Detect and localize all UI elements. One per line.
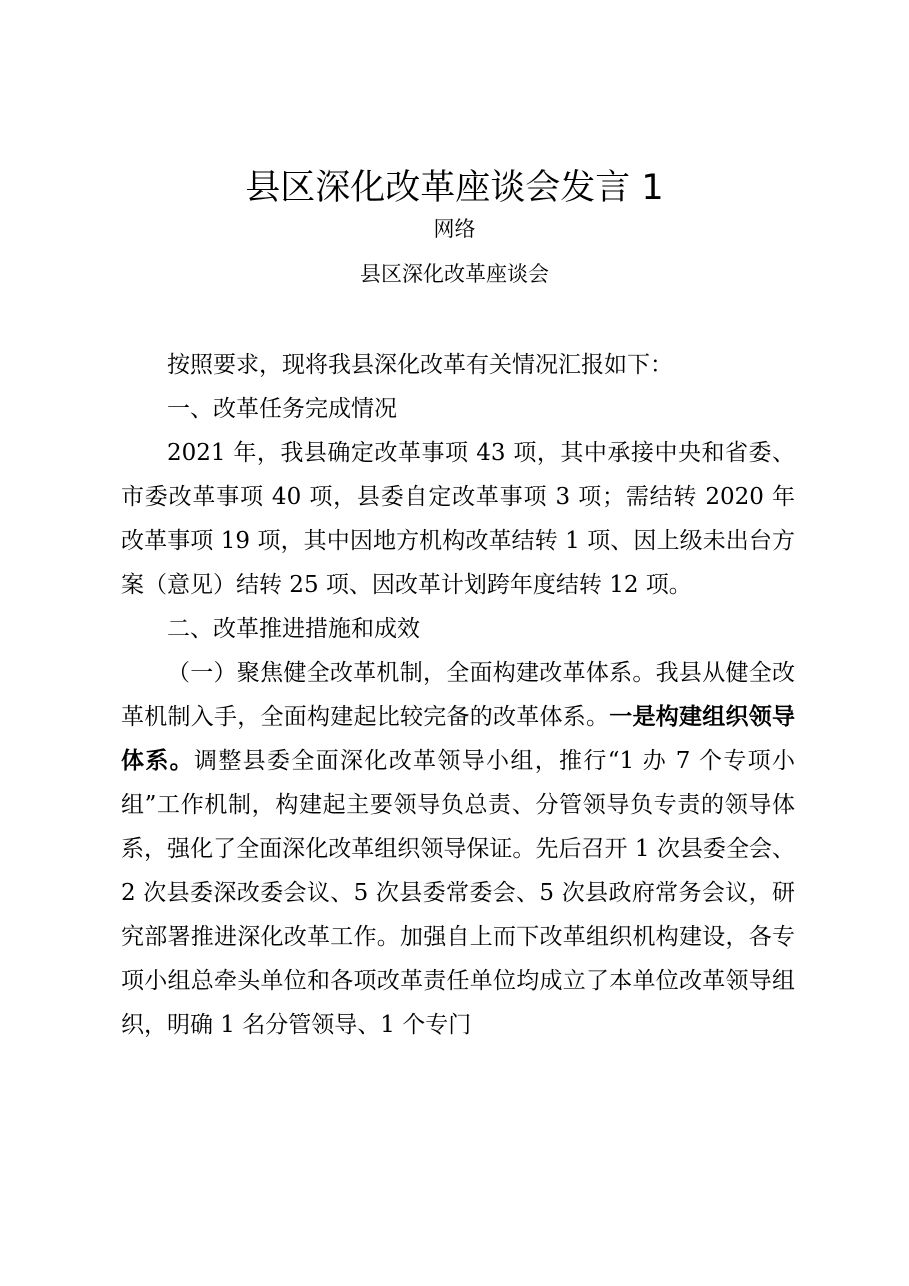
- section-heading-2: 二、改革推进措施和成效: [167, 616, 420, 642]
- section-2-text-lead: （一）聚焦健全改革机制，全面构建改革体系。我县从健全改革机制入手，全面构建起比较完备的改革体系。: [121, 660, 795, 730]
- document-title: 县区深化改革座谈会发言 1: [245, 168, 664, 208]
- section-2-paragraph: [121, 651, 795, 1047]
- section-1-paragraph: 2021 年，我县确定改革事项 43 项，其中承接中央和省委、市委改革事项 40 项，县委自定改革事项 3 项；需结转 2020 年改革事项 19 项，其中因地方机构改革结转 1 项、因上级未出台方案（意见）结转 25 项、因改革计划跨年度结转 12 项。: [121, 440, 795, 598]
- intro-paragraph: 按照要求，现将我县深化改革有关情况汇报如下：: [167, 352, 673, 378]
- section-heading-1: 一、改革任务完成情况: [167, 396, 397, 422]
- section-2-bold-phrase: 一是构建组织领导体系。: [121, 704, 795, 774]
- document-body: [121, 343, 795, 1047]
- document-author: 网络: [433, 217, 476, 241]
- document-subtitle: 县区深化改革座谈会: [360, 262, 549, 286]
- section-2-text-body: 调整县委全面深化改革领导小组，推行“1 办 7 个专项小组”工作机制，构建起主要领导负总责、分管领导负专责的领导体系，强化了全面深化改革组织领导保证。先后召开 1 次县委全会、2 次县委深改委会议、5 次县委常委会、5 次县政府常务会议，研究部署推进深化改革工作。加强自上而下改革组织机构建设，各专项小组总牵头单位和各项改革责任单位均成立了本单位改革领导组织，明确 1 名分管领导、1 个专门: [121, 748, 796, 1038]
